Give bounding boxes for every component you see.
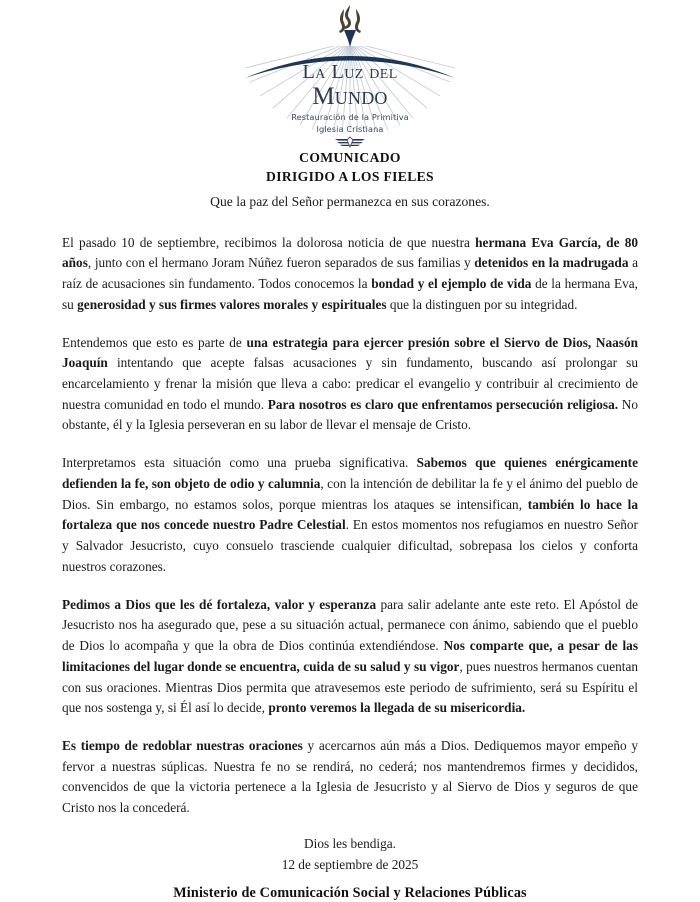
paragraph xyxy=(62,595,638,719)
paragraph xyxy=(62,233,638,316)
signature-department: Ministerio de Comunicación Social y Relaciones Públicas xyxy=(173,885,527,902)
logo-subtitle-line2: Iglesia Cristiana xyxy=(316,124,384,134)
emphasis-text: una estrategia para ejercer presión sobre el Siervo de Dios, Naasón Joaquín xyxy=(62,334,639,371)
letter-body xyxy=(62,233,638,819)
emphasis-text: detenidos en la madrugada xyxy=(474,255,629,271)
body-text: a raíz de acusaciones sin fundamento. Todos conocemos la xyxy=(62,255,639,292)
emphasis-text: Nos comparte que, a pesar de las limitaciones del lugar donde se encuentra, cuida de su salud y su vigor xyxy=(62,638,638,674)
emphasis-text: Pedimos a Dios que les dé fortaleza, valor y esperanza xyxy=(62,596,377,612)
logo-wordmark-line2: Mundo xyxy=(312,82,388,110)
body-text: . En estos momentos nos refugiamos en nuestro Señor y Salvador Jesucristo, cuyo consuelo trasciende cualquier dificultad, sobrepasa los cielos y conforta nuestros corazones. xyxy=(62,517,638,574)
logo-subtitle-line1: Restauración de la Primitiva xyxy=(291,111,409,122)
body-text: de la hermana Eva, su xyxy=(62,276,639,312)
body-text: Interpretamos esta situación como una prueba significativa. xyxy=(62,455,417,471)
body-text: para salir adelante ante este reto. El Apóstol de Jesucristo nos ha asegurado que, pese a su situación actual, permanece con ánimo, sabiendo que el pueblo de Dios lo acompaña y que la obra de Dios continúa extendiéndose. xyxy=(62,596,638,654)
logo-wordmark-line1: La Luz del xyxy=(302,61,398,83)
body-text: El pasado 10 de septiembre, recibimos la dolorosa noticia de que nuestra xyxy=(62,234,476,250)
body-text: No obstante, él y la Iglesia perseveran en su labor de llevar el mensaje de Cristo. xyxy=(62,396,638,433)
emphasis-text: Es tiempo de redoblar nuestras oraciones xyxy=(62,738,303,754)
closing-blessing: Dios les bendiga. xyxy=(304,835,396,851)
paragraph xyxy=(62,736,638,819)
emphasis-text: también lo hace la fortaleza que nos concede nuestro Padre Celestial xyxy=(62,496,638,533)
page-title xyxy=(62,148,638,187)
closing-date: 12 de septiembre de 2025 xyxy=(281,857,419,873)
emphasis-text: generosidad y sus firmes valores morales y espirituales xyxy=(77,296,387,312)
body-text: Entendemos que esto es parte de xyxy=(62,334,247,350)
title-line-dirigido: DIRIGIDO A LOS FIELES xyxy=(266,169,434,185)
body-text: que la distinguen por su integridad. xyxy=(386,296,578,312)
emphasis-text: bondad y el ejemplo de vida xyxy=(371,276,532,292)
paragraph xyxy=(62,333,638,437)
emphasis-text: hermana Eva García, de 80 años xyxy=(62,234,638,271)
torch-flame-with-rays-icon xyxy=(243,2,457,136)
title-line-comunicado: COMUNICADO xyxy=(299,150,401,165)
paragraph xyxy=(62,453,638,577)
body-text: , junto con el hermano Joram Núñez fueron separados de sus familias y xyxy=(87,255,475,271)
body-text: , pues nuestros hermanos cuentan con sus oraciones. Mientras Dios permita que atravesemos este periodo de sufrimiento, será su Espíritu el que nos sostenga y, si Él así lo decide, xyxy=(62,658,639,716)
salutation-text: Que la paz del Señor permanezca en sus corazones. xyxy=(210,193,490,209)
body-text: y acercarnos aún más a Dios. Dediquemos mayor empeño y fervor a nuestras súplicas. Nuestra fe no se rendirá, no cederá; nos mantendremos firmes y decididos, convencidos de que la victoria pertenece a la Iglesia de Jesucristo y al Siervo de Dios y seguros de que Cristo nos la concederá. xyxy=(62,738,638,816)
emphasis-text: Sabemos que quienes enérgicamente defienden la fe, son objeto de odio y calumnia xyxy=(62,455,638,491)
organization-logo xyxy=(62,0,638,136)
emphasis-text: pronto veremos la llegada de su misericordia. xyxy=(268,700,526,716)
body-text: intentando que acepte falsas acusaciones y sin fundamento, buscando así prolongar su encarcelamiento y frenar la misión que lleva a cabo: predicar el evangelio y contribuir al crecimiento de nuestra comunidad en todo el mundo. xyxy=(62,355,638,412)
body-text: , con la intención de debilitar la fe y el ánimo del pueblo de Dios. Sin embargo, no estamos solos, porque mientras los ataques se intensifican, xyxy=(62,475,639,512)
closing-block xyxy=(62,833,638,876)
emphasis-text: Para nosotros es claro que enfrentamos persecución religiosa. xyxy=(267,396,619,412)
logo-graphic xyxy=(243,2,457,136)
